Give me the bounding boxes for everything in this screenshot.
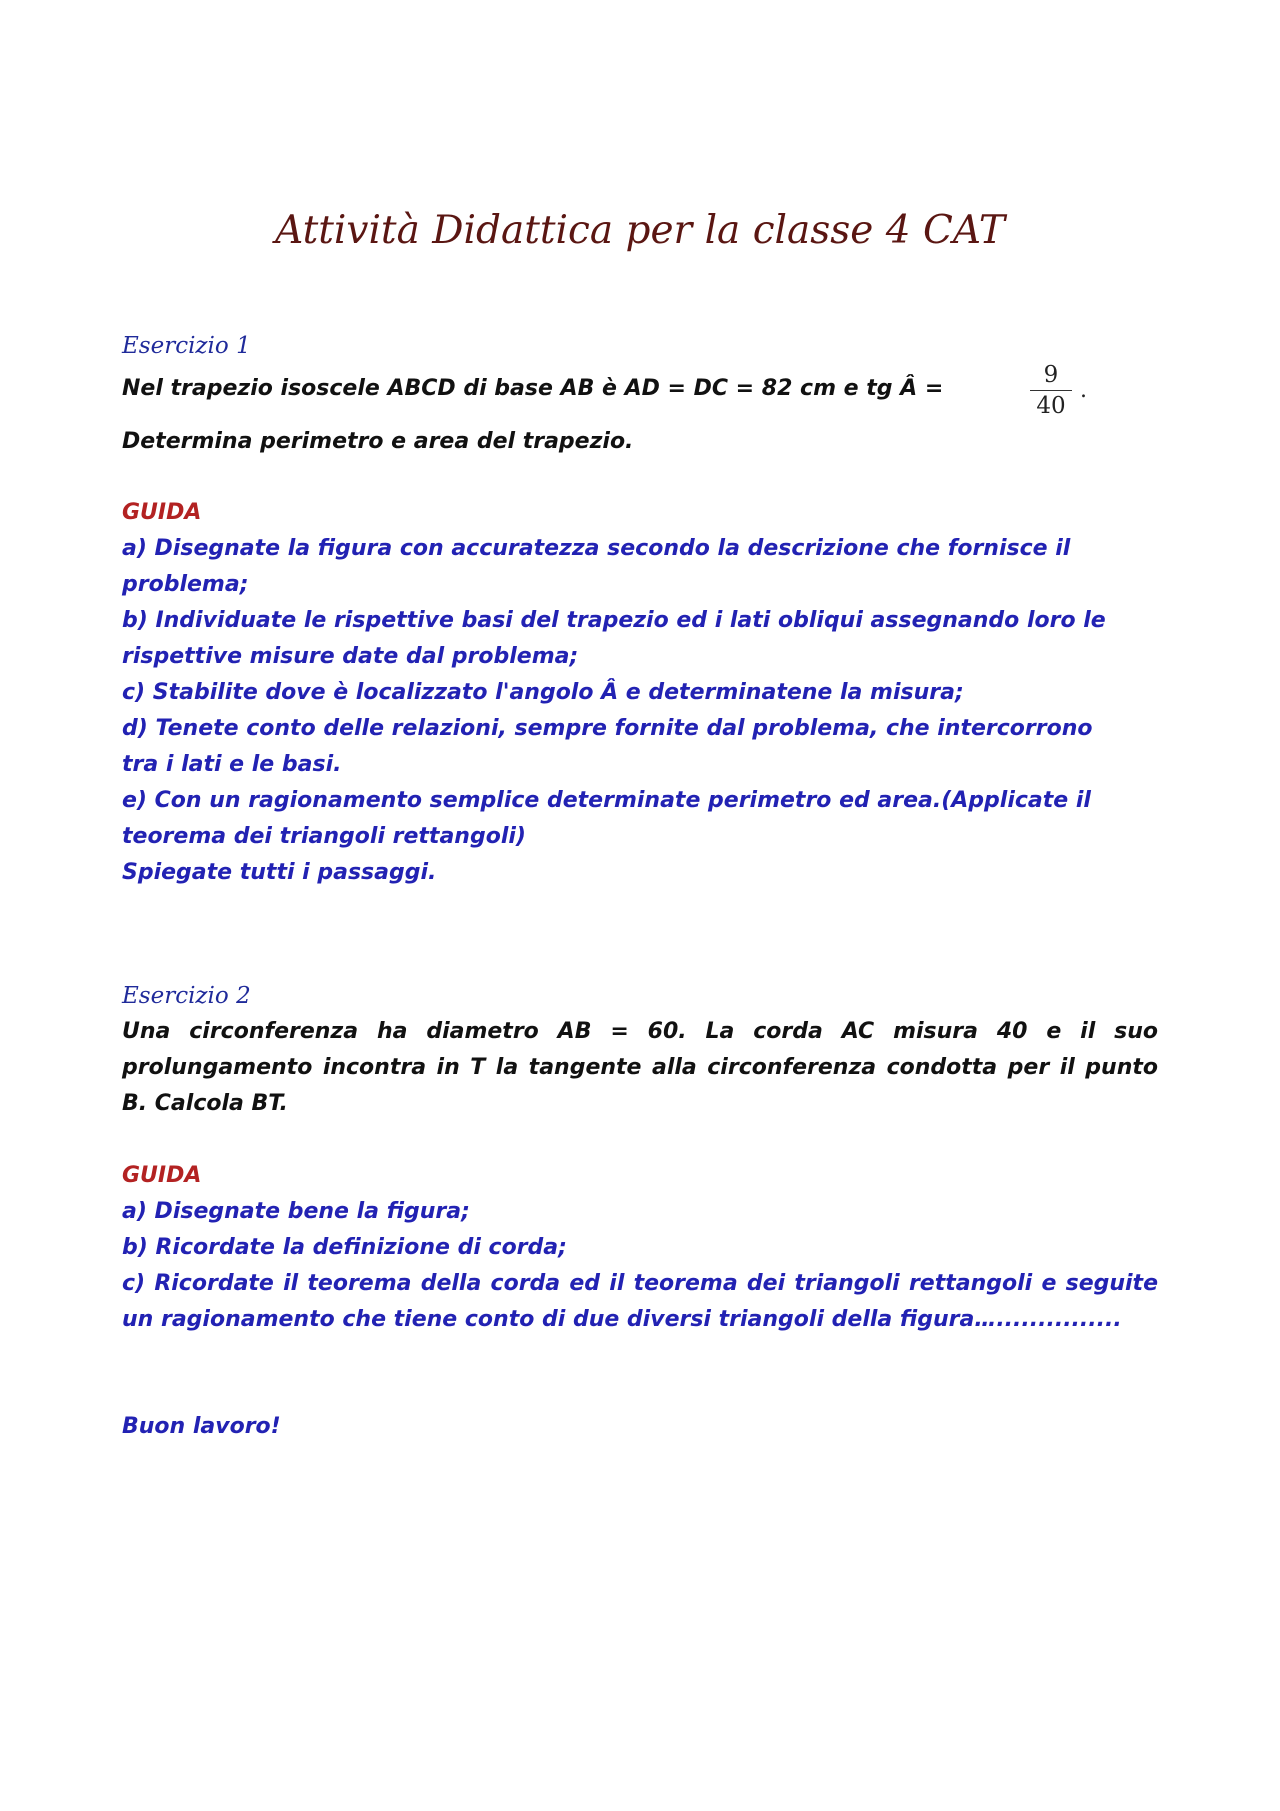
exercise-1-guide-line: teorema dei triangoli rettangoli) [122, 824, 526, 849]
fraction-bar [1030, 390, 1072, 391]
fraction-denominator: 40 [1036, 393, 1066, 419]
fraction-trailing-period: . [1080, 378, 1087, 403]
exercise-1-guide-label: GUIDA [122, 500, 202, 525]
closing-text: Buon lavoro! [122, 1414, 281, 1439]
exercise-1-guide-line: c) Stabilite dove è localizzato l'angolo Â e determinatene la misura; [122, 680, 964, 705]
exercise-1-statement-line-2: Determina perimetro e area del trapezio. [122, 429, 634, 454]
exercise-1-guide-line: rispettive misure date dal problema; [122, 644, 579, 669]
tangent-fraction [1026, 362, 1076, 419]
exercise-2-guide-line: b) Ricordate la definizione di corda; [122, 1235, 567, 1260]
exercise-2-statement: Una circonferenza ha diametro AB = 60. La corda AC misura 40 e il suo prolungamento incontra in T la tangente alla circonferenza condotta per il punto B. Calcola BT. [122, 1019, 1158, 1116]
exercise-1-guide-line: d) Tenete conto delle relazioni, sempre fornite dal problema, che intercorrono [122, 716, 1093, 741]
exercise-1-guide-line: tra i lati e le basi. [122, 752, 342, 777]
exercise-2-guide-line: c) Ricordate il teorema della corda ed il teorema dei triangoli rettangoli e seguite un ragionamento che tiene conto di due diversi triangoli della figura…............... [122, 1271, 1158, 1332]
exercise-2-guide-line: a) Disegnate bene la figura; [122, 1199, 470, 1224]
exercise-2-heading: Esercizio 2 [122, 983, 251, 1009]
exercise-1-guide-line: a) Disegnate la figura con accuratezza secondo la descrizione che fornisce il [122, 536, 1071, 561]
exercise-1-guide-line: b) Individuate le rispettive basi del trapezio ed i lati obliqui assegnando loro le [122, 608, 1106, 633]
page-title: Attività Didattica per la classe 4 CAT [275, 208, 1005, 253]
exercise-1-guide-line: e) Con un ragionamento semplice determinate perimetro ed area.(Applicate il [122, 788, 1091, 813]
exercise-1-statement-line-1: Nel trapezio isoscele ABCD di base AB è AD = DC = 82 cm e tg Â = [122, 376, 944, 401]
exercise-1-guide-line: problema; [122, 572, 249, 597]
exercise-1-heading: Esercizio 1 [122, 333, 251, 359]
exercise-2-guide-label: GUIDA [122, 1163, 202, 1188]
fraction-numerator: 9 [1043, 362, 1059, 388]
exercise-1-guide-line: Spiegate tutti i passaggi. [122, 860, 437, 885]
